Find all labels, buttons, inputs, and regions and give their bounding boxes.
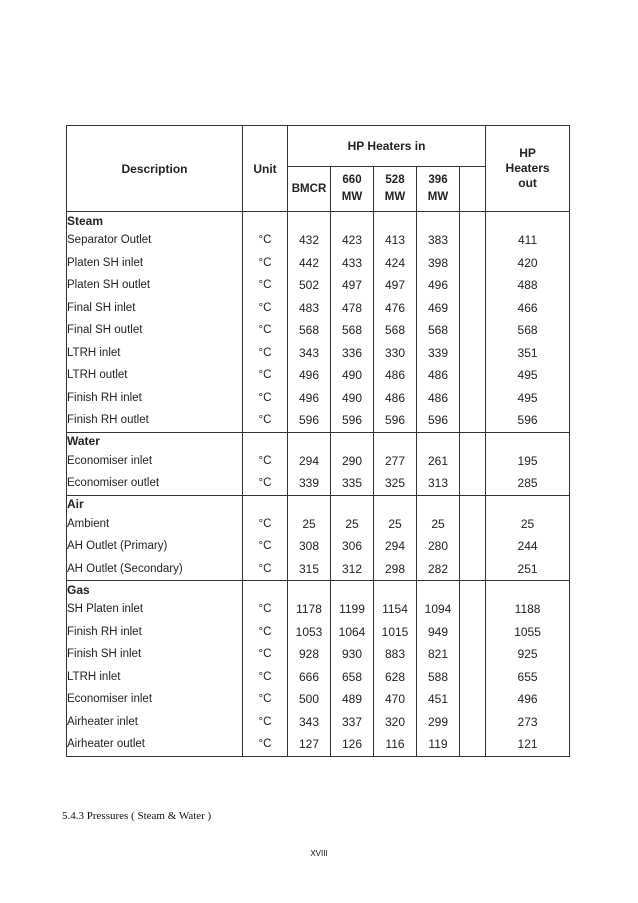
temperature-table-wrapper [66,125,570,757]
value-cell: 298 [374,558,417,581]
section-caption: 5.4.3 Pressures ( Steam & Water ) [62,810,212,822]
empty-cell [288,581,331,599]
value-cell: 596 [288,409,331,432]
header-528mw: 528 MW [374,167,417,212]
out-value-cell: 1188 [486,598,570,621]
empty-cell [460,581,486,599]
row-description: Economiser outlet [67,472,243,495]
row-unit: °C [243,472,288,495]
row-unit: °C [243,387,288,410]
section-title: Steam [67,212,243,230]
row-unit: °C [243,513,288,536]
value-cell: 315 [288,558,331,581]
out-value-cell: 496 [486,688,570,711]
value-cell: 277 [374,450,417,473]
table-row [67,621,570,644]
row-description: Final SH outlet [67,319,243,342]
value-cell: 413 [374,229,417,252]
row-description: SH Platen inlet [67,598,243,621]
table-row [67,688,570,711]
out-value-cell: 351 [486,342,570,365]
table-row [67,364,570,387]
row-description: Economiser inlet [67,688,243,711]
value-cell: 1199 [331,598,374,621]
table-row [67,297,570,320]
row-description: Finish SH inlet [67,643,243,666]
value-cell: 658 [331,666,374,689]
out-value-cell: 195 [486,450,570,473]
value-cell: 313 [417,472,460,495]
row-unit: °C [243,342,288,365]
value-cell: 486 [417,364,460,387]
header-hp-heaters-out [486,126,570,212]
row-description: LTRH outlet [67,364,243,387]
value-cell: 383 [417,229,460,252]
row-unit: °C [243,229,288,252]
empty-cell [417,581,460,599]
value-cell: 489 [331,688,374,711]
value-cell: 337 [331,711,374,734]
row-unit: °C [243,688,288,711]
empty-cell [460,643,486,666]
row-description: Ambient [67,513,243,536]
section-header-row [67,212,570,230]
section-header-row [67,432,570,450]
value-cell: 343 [288,711,331,734]
row-description: AH Outlet (Primary) [67,535,243,558]
row-description: Airheater inlet [67,711,243,734]
row-unit: °C [243,666,288,689]
value-cell: 282 [417,558,460,581]
table-row [67,472,570,495]
empty-cell [374,581,417,599]
value-cell: 119 [417,733,460,756]
row-unit: °C [243,274,288,297]
table-row [67,666,570,689]
out-value-cell: 488 [486,274,570,297]
value-cell: 490 [331,387,374,410]
out-value-cell: 925 [486,643,570,666]
empty-cell [417,495,460,513]
row-description: Finish RH outlet [67,409,243,432]
table-row [67,387,570,410]
row-description: Platen SH outlet [67,274,243,297]
value-cell: 1094 [417,598,460,621]
value-cell: 325 [374,472,417,495]
empty-cell [460,252,486,275]
value-cell: 483 [288,297,331,320]
section-title: Air [67,495,243,513]
value-cell: 127 [288,733,331,756]
value-cell: 568 [417,319,460,342]
table-row [67,450,570,473]
row-unit: °C [243,297,288,320]
page-number: XVIII [310,849,328,858]
value-cell: 496 [417,274,460,297]
empty-cell [331,581,374,599]
value-cell: 476 [374,297,417,320]
table-row [67,319,570,342]
empty-cell [460,472,486,495]
value-cell: 432 [288,229,331,252]
empty-cell [417,432,460,450]
empty-cell [243,212,288,230]
empty-cell [460,621,486,644]
value-cell: 398 [417,252,460,275]
out-value-cell: 495 [486,364,570,387]
value-cell: 1178 [288,598,331,621]
header-blank [460,167,486,212]
value-cell: 821 [417,643,460,666]
header-bmcr: BMCR [288,167,331,212]
value-cell: 568 [331,319,374,342]
out-value-cell: 495 [486,387,570,410]
value-cell: 949 [417,621,460,644]
out-value-cell: 420 [486,252,570,275]
row-description: AH Outlet (Secondary) [67,558,243,581]
section-header-row [67,581,570,599]
empty-cell [374,432,417,450]
empty-cell [374,212,417,230]
out-value-cell: 251 [486,558,570,581]
row-description: Platen SH inlet [67,252,243,275]
empty-cell [417,212,460,230]
table-row [67,598,570,621]
row-description: Finish RH inlet [67,387,243,410]
value-cell: 596 [417,409,460,432]
empty-cell [486,212,570,230]
value-cell: 1015 [374,621,417,644]
empty-cell [288,432,331,450]
value-cell: 25 [288,513,331,536]
value-cell: 299 [417,711,460,734]
header-out-line: HP [519,146,536,160]
empty-cell [460,212,486,230]
empty-cell [460,733,486,756]
table-row [67,274,570,297]
section-title: Gas [67,581,243,599]
value-cell: 423 [331,229,374,252]
value-cell: 308 [288,535,331,558]
empty-cell [486,495,570,513]
value-cell: 25 [331,513,374,536]
row-unit: °C [243,252,288,275]
empty-cell [460,409,486,432]
empty-cell [243,432,288,450]
empty-cell [486,432,570,450]
temperature-table [66,125,570,757]
empty-cell [460,450,486,473]
out-value-cell: 411 [486,229,570,252]
out-value-cell: 596 [486,409,570,432]
empty-cell [460,513,486,536]
empty-cell [288,495,331,513]
empty-cell [460,319,486,342]
value-cell: 486 [374,364,417,387]
empty-cell [288,212,331,230]
empty-cell [460,711,486,734]
value-cell: 294 [374,535,417,558]
value-cell: 294 [288,450,331,473]
empty-cell [243,495,288,513]
value-cell: 486 [417,387,460,410]
value-cell: 320 [374,711,417,734]
value-cell: 502 [288,274,331,297]
value-cell: 478 [331,297,374,320]
empty-cell [331,212,374,230]
out-value-cell: 121 [486,733,570,756]
row-description: Final SH inlet [67,297,243,320]
empty-cell [460,598,486,621]
empty-cell [486,581,570,599]
value-cell: 433 [331,252,374,275]
row-unit: °C [243,558,288,581]
value-cell: 306 [331,535,374,558]
out-value-cell: 273 [486,711,570,734]
value-cell: 1154 [374,598,417,621]
row-unit: °C [243,621,288,644]
value-cell: 1053 [288,621,331,644]
empty-cell [460,387,486,410]
table-row [67,229,570,252]
value-cell: 628 [374,666,417,689]
out-value-cell: 25 [486,513,570,536]
empty-cell [460,432,486,450]
row-unit: °C [243,450,288,473]
value-cell: 928 [288,643,331,666]
value-cell: 25 [374,513,417,536]
value-cell: 568 [288,319,331,342]
empty-cell [331,495,374,513]
out-value-cell: 285 [486,472,570,495]
value-cell: 335 [331,472,374,495]
value-cell: 500 [288,688,331,711]
out-value-cell: 466 [486,297,570,320]
row-unit: °C [243,319,288,342]
row-description: Separator Outlet [67,229,243,252]
value-cell: 496 [288,364,331,387]
empty-cell [331,432,374,450]
out-value-cell: 568 [486,319,570,342]
header-out-line: out [518,176,537,190]
table-row [67,409,570,432]
value-cell: 25 [417,513,460,536]
section-header-row [67,495,570,513]
out-value-cell: 244 [486,535,570,558]
value-cell: 486 [374,387,417,410]
value-cell: 343 [288,342,331,365]
empty-cell [243,581,288,599]
row-description: Finish RH inlet [67,621,243,644]
value-cell: 330 [374,342,417,365]
empty-cell [460,364,486,387]
value-cell: 883 [374,643,417,666]
table-row [67,643,570,666]
value-cell: 596 [374,409,417,432]
header-396mw: 396 MW [417,167,460,212]
value-cell: 339 [417,342,460,365]
empty-cell [460,342,486,365]
value-cell: 126 [331,733,374,756]
value-cell: 588 [417,666,460,689]
value-cell: 497 [374,274,417,297]
value-cell: 290 [331,450,374,473]
empty-cell [460,688,486,711]
value-cell: 930 [331,643,374,666]
row-unit: °C [243,364,288,387]
value-cell: 280 [417,535,460,558]
row-unit: °C [243,409,288,432]
out-value-cell: 655 [486,666,570,689]
value-cell: 469 [417,297,460,320]
value-cell: 442 [288,252,331,275]
value-cell: 451 [417,688,460,711]
value-cell: 424 [374,252,417,275]
section-title: Water [67,432,243,450]
value-cell: 470 [374,688,417,711]
table-row [67,342,570,365]
value-cell: 666 [288,666,331,689]
table-row [67,252,570,275]
table-row [67,711,570,734]
table-row [67,733,570,756]
value-cell: 490 [331,364,374,387]
value-cell: 312 [331,558,374,581]
row-unit: °C [243,711,288,734]
row-unit: °C [243,733,288,756]
table-row [67,513,570,536]
header-unit: Unit [243,126,288,212]
empty-cell [460,495,486,513]
empty-cell [460,229,486,252]
row-description: Airheater outlet [67,733,243,756]
row-description: LTRH inlet [67,666,243,689]
value-cell: 596 [331,409,374,432]
empty-cell [460,535,486,558]
empty-cell [460,666,486,689]
value-cell: 339 [288,472,331,495]
table-row [67,535,570,558]
row-unit: °C [243,643,288,666]
value-cell: 261 [417,450,460,473]
value-cell: 336 [331,342,374,365]
header-hp-heaters-in: HP Heaters in [288,126,486,167]
out-value-cell: 1055 [486,621,570,644]
empty-cell [460,274,486,297]
header-out-line: Heaters [505,161,550,175]
row-unit: °C [243,535,288,558]
row-unit: °C [243,598,288,621]
empty-cell [374,495,417,513]
empty-cell [460,297,486,320]
value-cell: 497 [331,274,374,297]
table-row [67,558,570,581]
empty-cell [460,558,486,581]
row-description: LTRH inlet [67,342,243,365]
header-description: Description [67,126,243,212]
table-body [67,212,570,757]
row-description: Economiser inlet [67,450,243,473]
value-cell: 1064 [331,621,374,644]
header-660mw: 660 MW [331,167,374,212]
value-cell: 116 [374,733,417,756]
value-cell: 496 [288,387,331,410]
value-cell: 568 [374,319,417,342]
